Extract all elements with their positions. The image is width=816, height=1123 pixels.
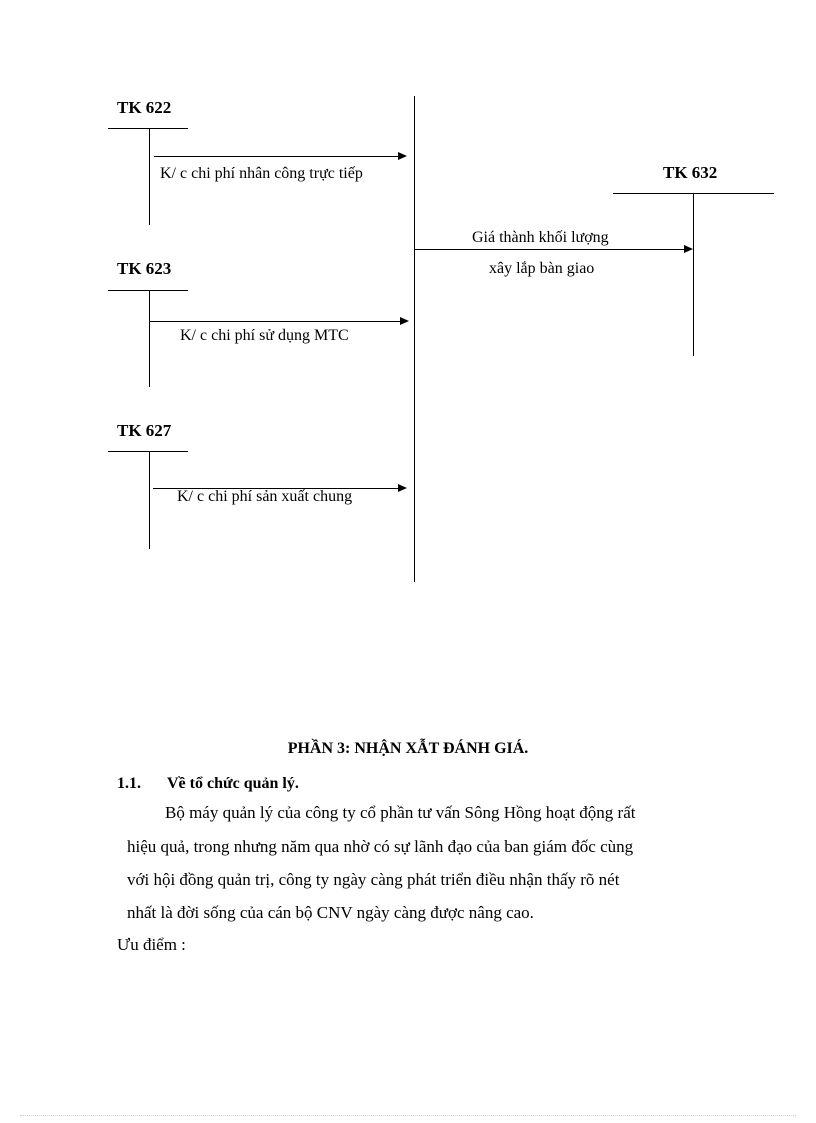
tk632-flow-label-line1: Giá thành khối lượng	[472, 229, 609, 246]
tk632-vertical-line	[693, 193, 694, 356]
advantages-label: Ưu điểm :	[117, 935, 186, 954]
section-title: PHẦN 3: NHẬN XẪT ĐÁNH GIÁ.	[287, 740, 529, 757]
paragraph-line-2: hiệu quả, trong nhưng năm qua nhờ có sự lãnh đạo của ban giám đốc cùng	[127, 837, 634, 856]
tk623-label: TK 623	[117, 259, 172, 278]
main-to-tk632-arrowhead	[684, 245, 693, 253]
tk622-top-line	[108, 128, 188, 129]
tk627-label: TK 627	[117, 421, 172, 440]
tk622-arrow	[154, 156, 402, 157]
central-account-line	[414, 96, 415, 582]
tk627-arrowhead	[398, 484, 407, 492]
tk627-vertical-line	[149, 451, 150, 549]
subsection-number: 1.1.	[117, 775, 141, 792]
subsection-title: Về tổ chức quản lý.	[167, 775, 299, 792]
tk622-flow-label: K/ c chi phí nhân công trực tiếp	[160, 165, 363, 182]
tk623-arrow	[150, 321, 401, 322]
tk632-flow-label-line2: xây lắp bàn giao	[489, 260, 595, 277]
tk627-top-line	[108, 451, 188, 452]
tk623-flow-label: K/ c chi phí sử dụng MTC	[180, 327, 349, 344]
paragraph-line-4: nhất là đời sống của cán bộ CNV ngày càng được nâng cao.	[127, 903, 534, 922]
tk623-top-line	[108, 290, 188, 291]
paragraph-line-1: Bộ máy quản lý của công ty cổ phần tư vấn Sông Hồng hoạt động rất	[165, 803, 636, 822]
page-footer-divider	[20, 1115, 796, 1116]
main-to-tk632-arrow	[415, 249, 685, 250]
tk627-flow-label: K/ c chi phí sản xuất chung	[177, 488, 353, 505]
tk622-vertical-line	[149, 128, 150, 225]
tk622-arrowhead	[398, 152, 407, 160]
paragraph-line-3: với hội đồng quản trị, công ty ngày càng phát triển điều nhận thấy rõ nét	[127, 870, 620, 889]
tk632-label: TK 632	[663, 163, 718, 182]
tk623-vertical-line	[149, 290, 150, 387]
tk623-arrowhead	[400, 317, 409, 325]
tk622-label: TK 622	[117, 98, 172, 117]
